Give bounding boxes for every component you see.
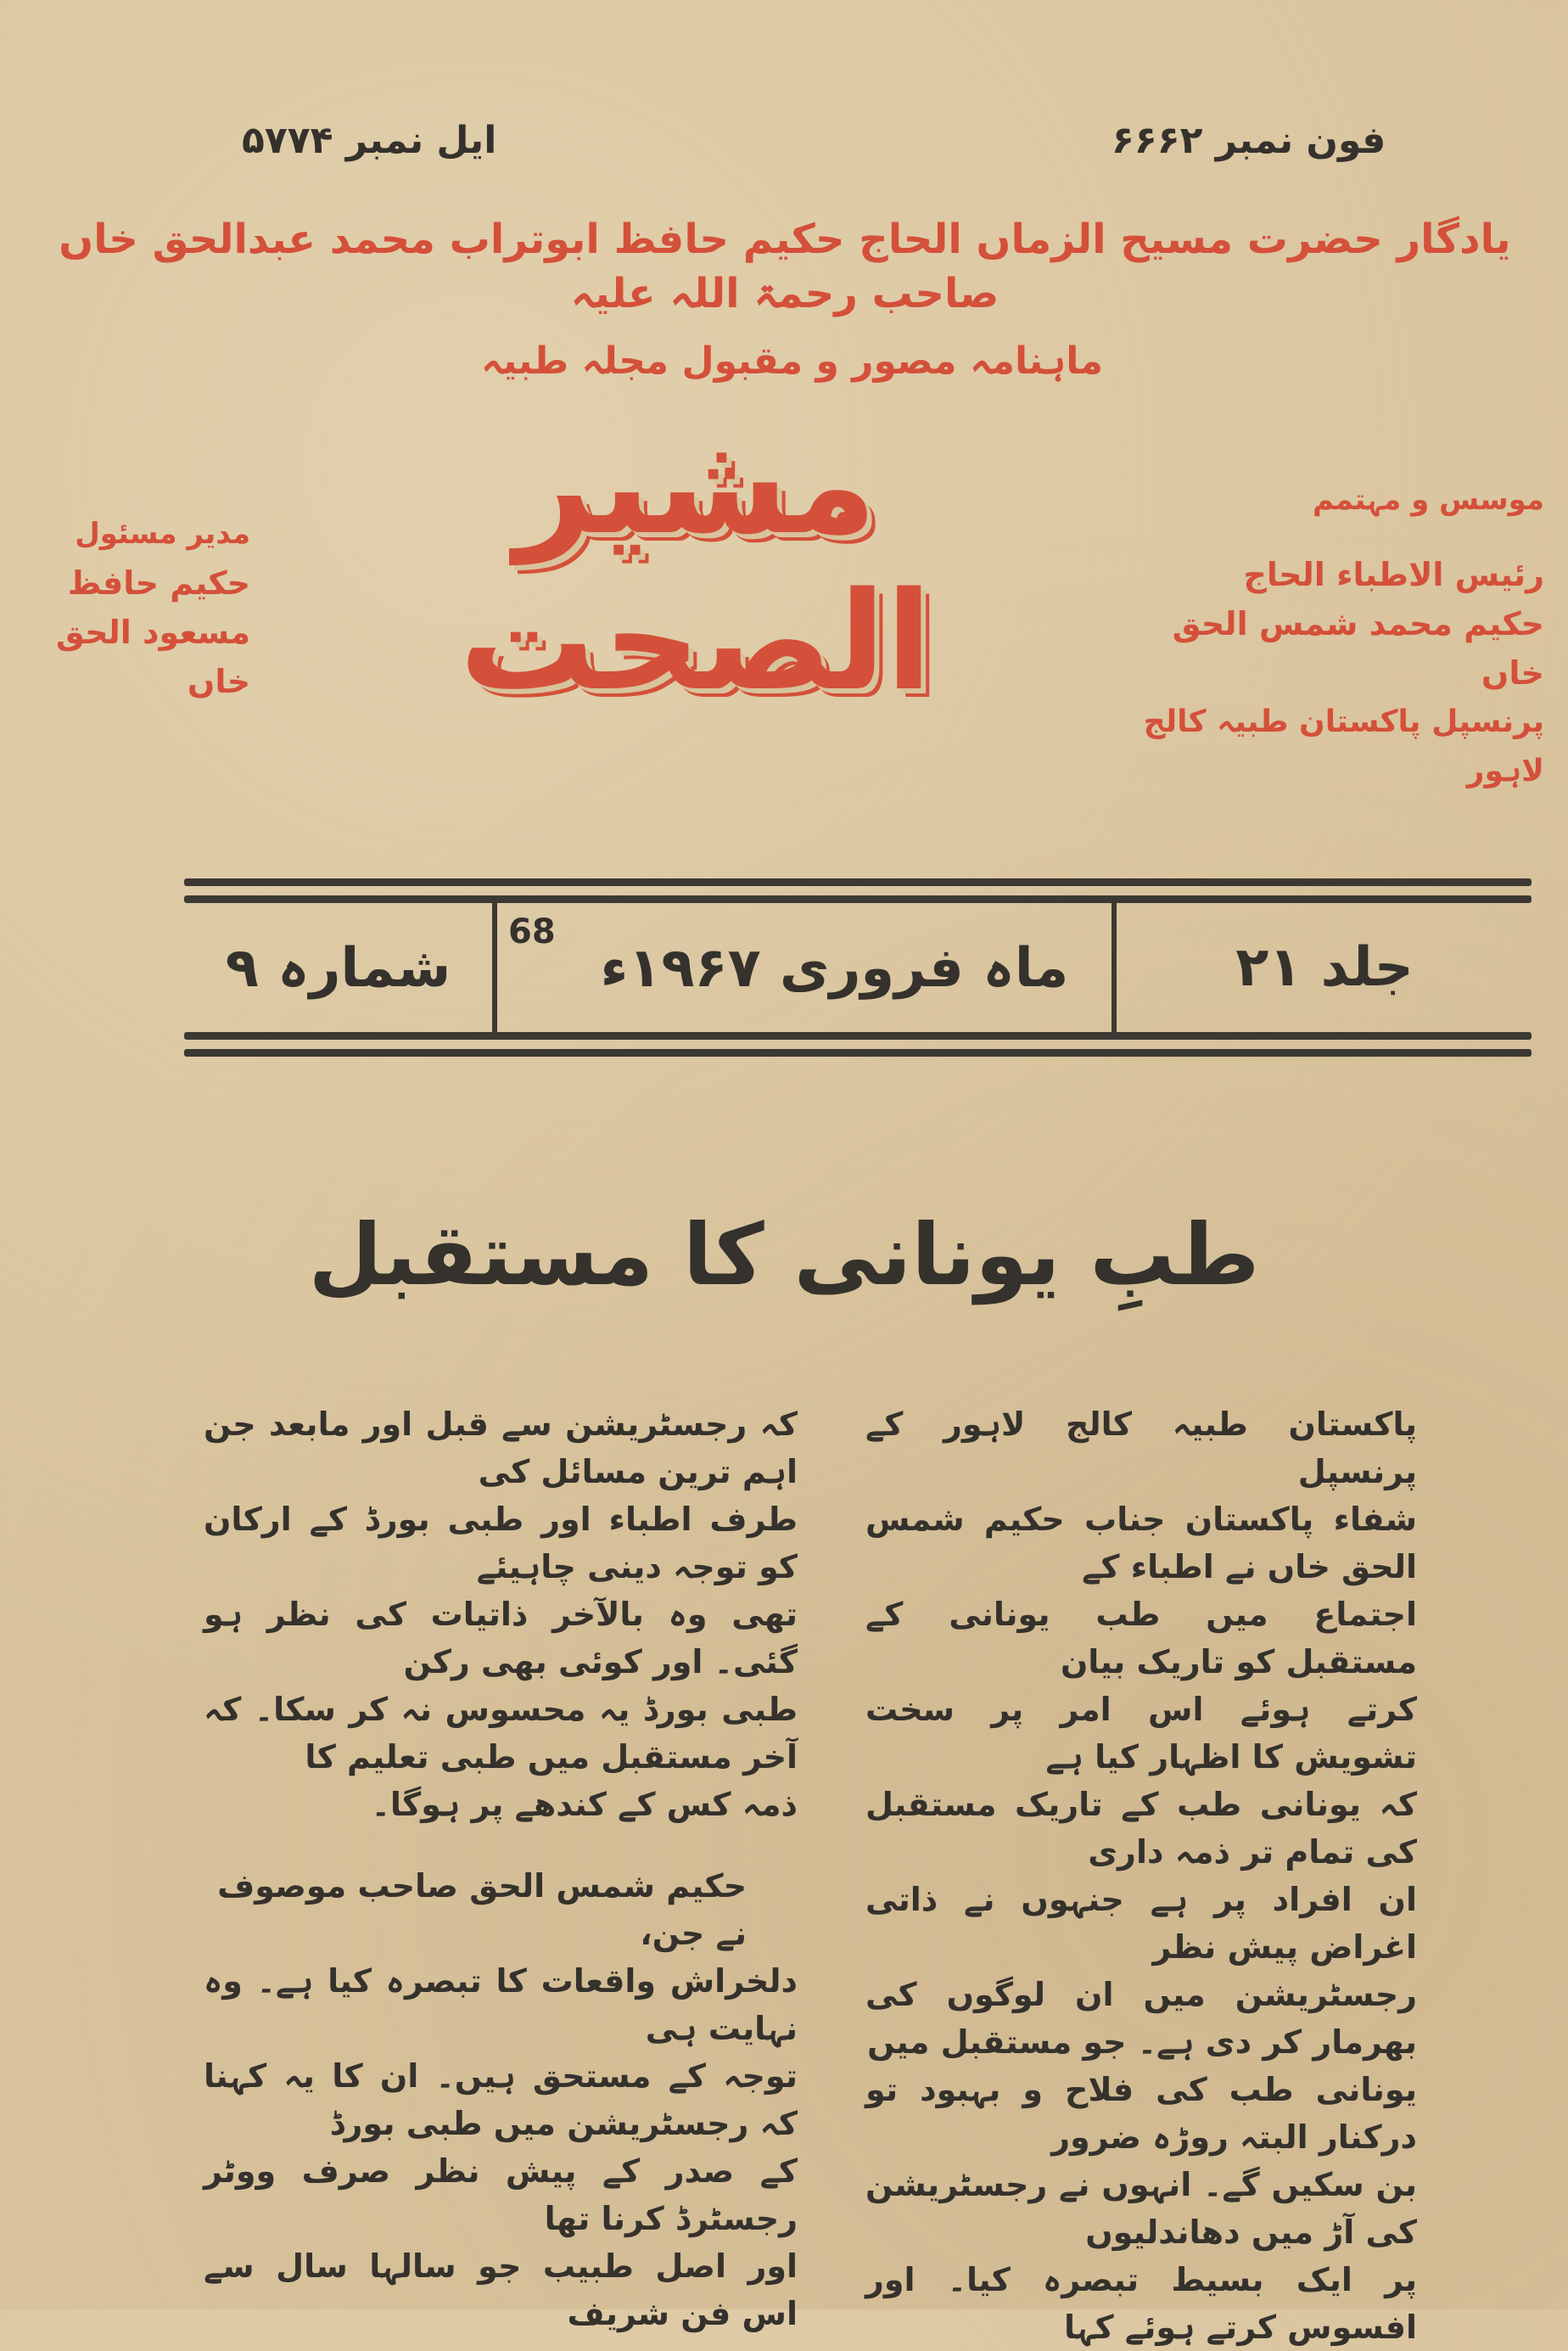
divider (184, 878, 1532, 886)
dedication-line: یادگار حضرت مسیح الزماں الحاج حکیم حافظ ابوتراب محمد عبدالحق خاں صاحب رحمۃ اللہ علیہ (59, 216, 1511, 317)
article-line: طرف اطباء اور طبی بورڈ کے ارکان کو توجہ دینی چاہیئے (204, 1501, 798, 1585)
article-line: کرتے ہوئے اس امر پر سخت تشویش کا اظہار کیا ہے (865, 1691, 1417, 1776)
editor-name-line1: حکیم حافظ (67, 564, 250, 602)
article-line: رجسٹریشن میں ان لوگوں کی بھرمار کر دی ہے۔ جو مستقبل میں (865, 1976, 1417, 2061)
magazine-title-logo: مشیر الصحت (459, 406, 932, 721)
article-line: ان افراد پر ہے جنہوں نے ذاتی اغراض پیش نظر (865, 1881, 1417, 1966)
article-line: شفاء پاکستان جناب حکیم شمس الحق خاں نے اطباء کے (865, 1501, 1417, 1585)
founder-line2: حکیم محمد شمس الحق خاں (1172, 605, 1544, 692)
article-right-column (865, 1400, 1417, 2351)
editor-role: مدیر مسئول (75, 517, 250, 551)
divider (184, 1049, 1532, 1057)
divider (492, 895, 497, 1040)
l-number: ایل نمبر ۵۷۷۴ (242, 119, 497, 162)
editor-name-line2: مسعود الحق خاں (55, 614, 250, 700)
issue-info-box (184, 878, 1532, 1057)
article-line: اجتماع میں طب یونانی کے مستقبل کو تاریک بیان (865, 1596, 1417, 1680)
article-line: دلخراش واقعات کا تبصرہ کیا ہے۔ وہ نہایت ہی (204, 1962, 798, 2047)
editor-block (21, 509, 250, 706)
article-line: ذمہ کس کے کندھے پر ہوگا۔ (371, 1786, 798, 1823)
article-line: توجہ کے مستحق ہیں۔ ان کا یہ کہنا کہ رجسٹریشن میں طبی بورڈ (204, 2057, 798, 2142)
article-line: بن سکیں گے۔ انہوں نے رجسٹریشن کی آڑ میں دھاندلیوں (865, 2166, 1417, 2251)
founder-line1: رئیس الاطباء الحاج (1243, 556, 1544, 593)
article-line: پر ایک بسیط تبصرہ کیا۔ اور افسوس کرتے ہوئے کہا (865, 2261, 1417, 2346)
article-line: حکیم شمس الحق صاحب موصوف نے جن، (217, 1867, 747, 1952)
founder-line3: پرنسپل پاکستان طبیہ کالج لاہور (1143, 704, 1544, 788)
founder-role: موسس و مہتمم (1313, 483, 1544, 517)
article-left-column (204, 1400, 798, 2337)
magazine-subtitle: ماہنامہ مصور و مقبول مجلہ طبیہ (481, 339, 1103, 383)
article-line: کے صدر کے پیش نظر صرف ووٹر رجسٹرڈ کرنا تھا (204, 2152, 798, 2237)
issue-month: ماہ فروری ۱۹۶۷ء (600, 936, 1069, 1000)
issue-number: شمارہ ۹ (225, 936, 451, 1000)
divider (1112, 895, 1117, 1040)
article-line: یونانی طب کی فلاح و بہبود تو درکنار البتہ روڑہ ضرور (865, 2071, 1417, 2156)
article-line: کہ یونانی طب کے تاریک مستقبل کی تمام تر ذمہ داری (865, 1786, 1417, 1871)
article-line: طبی بورڈ یہ محسوس نہ کر سکا۔ کہ آخر مستقبل میں طبی تعلیم کا (204, 1691, 798, 1776)
volume-label: جلد ۲۱ (1235, 936, 1414, 999)
article-line: کہ رجسٹریشن سے قبل اور مابعد جن اہم ترین مسائل کی (204, 1406, 798, 1490)
phone-number: فون نمبر ۶۶۶۲ (1112, 119, 1386, 162)
article-line: پاکستان طبیہ کالج لاہور کے پرنسپل (865, 1406, 1417, 1490)
article-headline: طبِ یونانی کا مستقبل (308, 1205, 1260, 1305)
founder-block (1128, 475, 1544, 796)
article-line: اور اصل طبیب جو سالہا سال سے اس فن شریف (204, 2247, 798, 2332)
month-annotation: 68 (508, 912, 556, 951)
article-line: تھی وہ بالآخر ذاتیات کی نظر ہو گئی۔ اور کوئی بھی رکن (204, 1596, 798, 1680)
